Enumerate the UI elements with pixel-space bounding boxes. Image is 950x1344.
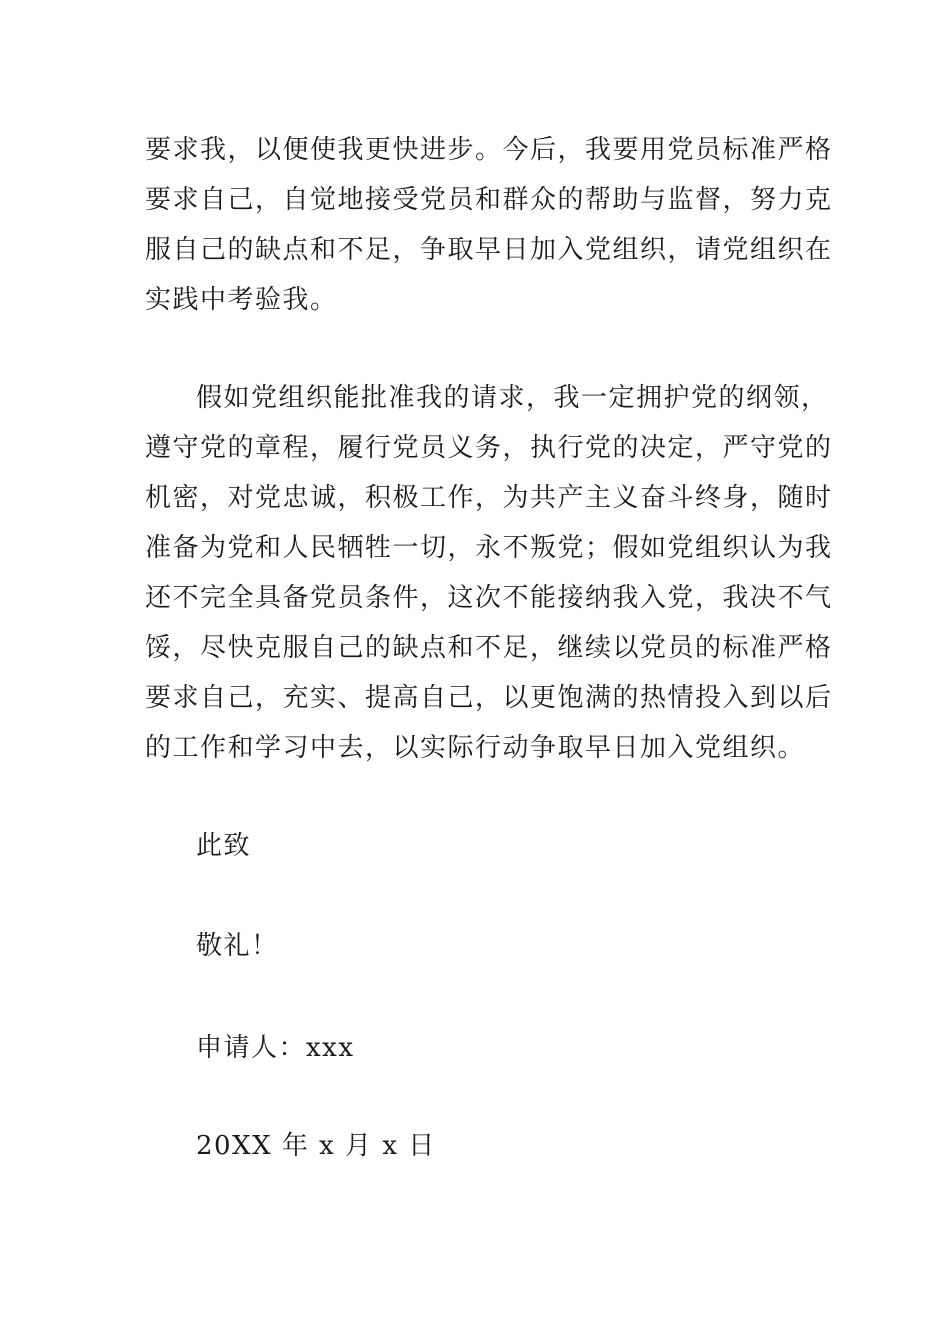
- text-line: 遵守党的章程，履行党员义务，执行党的决定，严守党的: [145, 433, 833, 463]
- text-line: 服自己的缺点和不足，争取早日加入党组织，请党组织在: [145, 235, 833, 265]
- applicant-signature: 申请人：xxx: [196, 1033, 355, 1063]
- text-line: 要求我，以便使我更快进步。今后，我要用党员标准严格: [145, 135, 833, 165]
- text-line: 实践中考验我。: [145, 285, 338, 315]
- date-line: 20XX 年 x 月 x 日: [196, 1131, 436, 1161]
- salutation: 此致: [196, 831, 252, 861]
- regards: 敬礼！: [196, 931, 279, 961]
- text-line: 要求自己，充实、提高自己，以更饱满的热情投入到以后: [145, 683, 833, 713]
- text-line: 机密，对党忠诚，积极工作，为共产主义奋斗终身，随时: [145, 483, 833, 513]
- text-line: 馁，尽快克服自己的缺点和不足，继续以党员的标准严格: [145, 633, 833, 663]
- text-line: 要求自己，自觉地接受党员和群众的帮助与监督，努力克: [145, 185, 833, 215]
- text-line: 假如党组织能批准我的请求，我一定拥护党的纲领，: [196, 383, 829, 413]
- text-line: 准备为党和人民牺牲一切，永不叛党；假如党组织认为我: [145, 533, 833, 563]
- text-line: 的工作和学习中去，以实际行动争取早日加入党组织。: [145, 733, 806, 763]
- text-line: 还不完全具备党员条件，这次不能接纳我入党，我决不气: [145, 583, 833, 613]
